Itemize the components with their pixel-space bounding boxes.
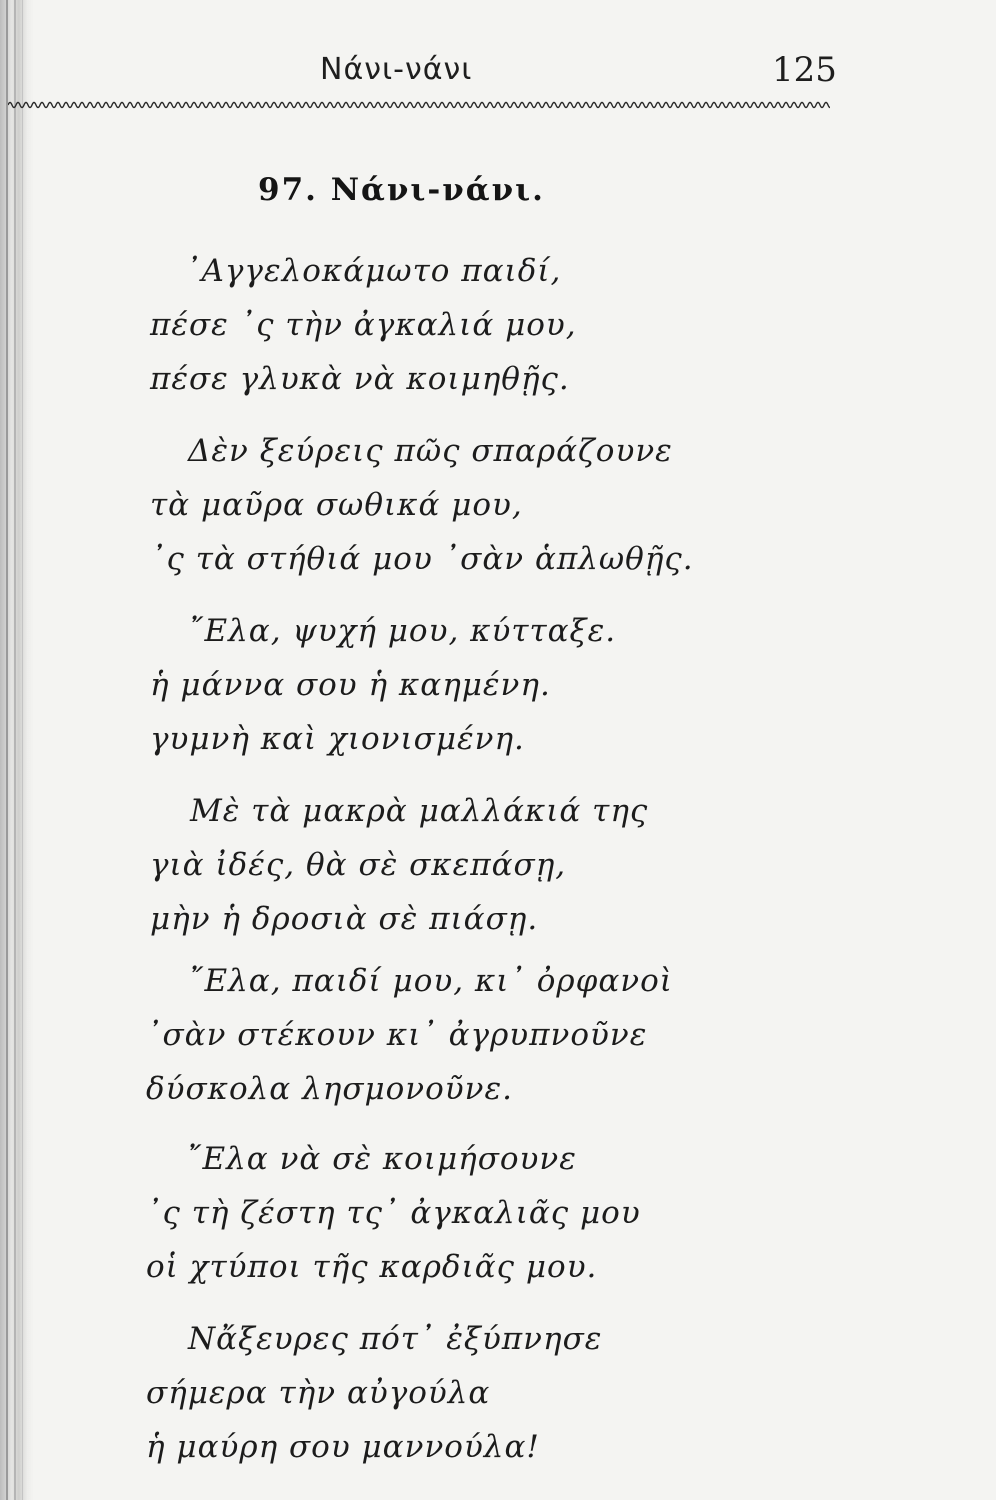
header-wavy-rule [8, 97, 830, 113]
verse-line: ᾿Αγγελοκάμωτο παιδί, [185, 253, 562, 289]
verse-line: ῎Ελα νὰ σὲ κοιμήσουνε [186, 1141, 577, 1177]
binding-line [14, 0, 16, 1500]
verse-line: Νἄξευρες πότ᾿ ἐξύπνησε [188, 1321, 603, 1357]
binding-line [6, 0, 8, 1500]
verse-line: ῎Ελα, παιδί μου, κι᾿ ὀρφανοὶ [188, 963, 673, 999]
verse-line: ᾿ς τὰ στήθιά μου ᾿σὰν ἁπλωθῇς. [150, 541, 694, 577]
verse-line: ἡ μαύρη σου μαννούλα! [146, 1429, 540, 1465]
verse-line: οἱ χτύποι τῆς καρδιᾶς μου. [146, 1249, 598, 1285]
verse-line: πέσε ᾿ς τὴν ἀγκαλιά μου, [150, 307, 577, 343]
page-number: 125 [772, 50, 837, 90]
verse-line: ῎Ελα, ψυχή μου, κύτταξε. [188, 613, 617, 649]
verse-line: πέσε γλυκὰ νὰ κοιμηθῇς. [150, 361, 570, 397]
binding-line [22, 0, 23, 1500]
verse-line: ᾿σὰν στέκουν κι᾿ ἀγρυπνοῦνε [146, 1017, 648, 1053]
verse-line: Μὲ τὰ μακρὰ μαλλάκιά της [190, 793, 649, 829]
verse-line: ᾿ς τὴ ζέστη τς᾿ ἀγκαλιᾶς μου [146, 1195, 641, 1231]
verse-line: ἡ μάννα σου ἡ καημένη. [150, 667, 551, 703]
verse-line: γιὰ ἰδές, θὰ σὲ σκεπάσῃ, [150, 847, 567, 883]
verse-line: γυμνὴ καὶ χιονισμένη. [150, 721, 525, 757]
verse-line: τὰ μαῦρα σωθικά μου, [150, 487, 523, 523]
verse-line: Δὲν ξεύρεις πῶς σπαράζουνε [188, 433, 673, 469]
running-title: Νάνι-νάνι [320, 52, 473, 87]
verse-line: δύσκολα λησμονοῦνε. [146, 1071, 513, 1107]
poem-title: 97. Νάνι-νάνι. [258, 172, 545, 208]
verse-line: μὴν ἡ δροσιὰ σὲ πιάσῃ. [150, 901, 539, 937]
verse-line: σήμερα τὴν αὐγούλα [146, 1375, 491, 1411]
